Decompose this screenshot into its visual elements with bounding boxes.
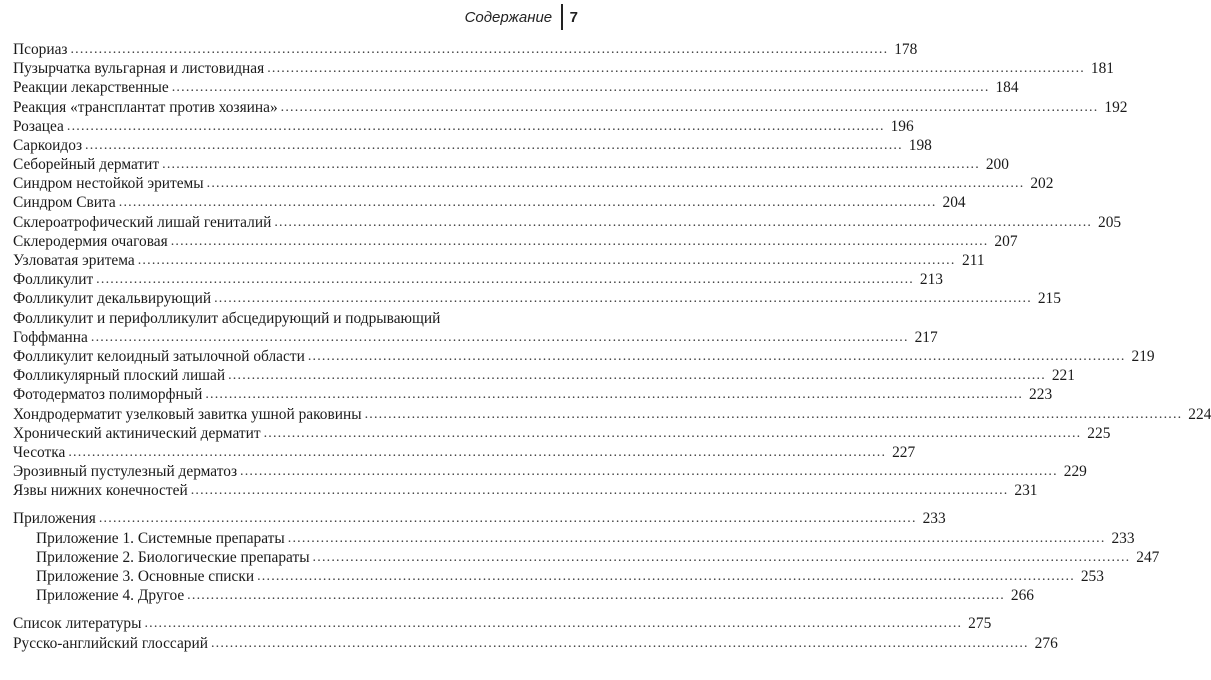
- dot-leader: ..............................................................................................................................................................................: [98, 511, 917, 527]
- toc-entry-title: Склероатрофический лишай гениталий: [13, 213, 272, 231]
- toc-entry-title: Фотодерматоз полиморфный: [13, 386, 203, 404]
- dot-leader: ..............................................................................................................................................................................: [190, 483, 1009, 499]
- section-gap: [13, 605, 569, 614]
- toc-entry[interactable]: [13, 40, 918, 59]
- toc-entry[interactable]: [13, 232, 1018, 251]
- toc-subentry[interactable]: [13, 548, 1160, 567]
- toc-entry-appendices[interactable]: [13, 510, 946, 529]
- toc-entry-page: 253: [1080, 568, 1104, 586]
- dot-leader: ..............................................................................................................................................................................: [187, 588, 1005, 604]
- dot-leader: ..............................................................................................................................................................................: [307, 348, 1126, 364]
- toc-entry-page: 192: [1104, 98, 1128, 116]
- toc-subentry-title: Приложение 4. Другое: [36, 587, 185, 605]
- toc-entry[interactable]: [13, 78, 1019, 97]
- toc-entry[interactable]: [13, 405, 1211, 424]
- dot-leader: ..............................................................................................................................................................................: [90, 329, 909, 345]
- toc-entry[interactable]: [13, 117, 914, 136]
- toc-entry-page: 231: [1014, 482, 1038, 500]
- toc-entry-page: 247: [1136, 548, 1160, 566]
- dot-leader: ..............................................................................................................................................................................: [210, 635, 1029, 651]
- toc-entry-page: 225: [1087, 424, 1111, 442]
- toc-entry-page: 227: [892, 443, 916, 461]
- toc-entry-page: 196: [890, 117, 914, 135]
- toc-entry-title-line2: Гоффманна: [13, 328, 88, 346]
- toc-entry-title: Фолликулит декальвирующий: [13, 290, 212, 308]
- dot-leader: ..............................................................................................................................................................................: [162, 157, 980, 173]
- dot-leader: ..............................................................................................................................................................................: [137, 253, 956, 269]
- dot-leader: ..............................................................................................................................................................................: [280, 99, 1099, 115]
- toc-entry-title: Чесотка: [13, 443, 66, 461]
- toc-subentry-title: Приложение 2. Биологические препараты: [36, 548, 310, 566]
- toc-entry-page: 181: [1090, 60, 1114, 78]
- dot-leader: ..............................................................................................................................................................................: [68, 444, 887, 460]
- dot-leader: ..............................................................................................................................................................................: [206, 176, 1025, 192]
- toc-entry-page: 275: [968, 615, 992, 633]
- toc-entry-title: Саркоидоз: [13, 136, 83, 154]
- toc-entry-page: 213: [919, 271, 943, 289]
- dot-leader: ..............................................................................................................................................................................: [70, 41, 889, 57]
- toc-entry-page: 219: [1131, 347, 1155, 365]
- dot-leader: ..............................................................................................................................................................................: [170, 233, 989, 249]
- toc-entry-page: 221: [1051, 367, 1075, 385]
- dot-leader: ..............................................................................................................................................................................: [214, 291, 1032, 307]
- toc-entry-page: 202: [1030, 175, 1054, 193]
- toc-entry-page: 178: [894, 40, 918, 58]
- toc-entry-title: Пузырчатка вульгарная и листовидная: [13, 60, 265, 78]
- toc-entry[interactable]: [13, 347, 1155, 366]
- dot-leader: ..............................................................................................................................................................................: [240, 464, 1058, 480]
- dot-leader: ..............................................................................................................................................................................: [85, 137, 903, 153]
- toc-entry[interactable]: [13, 213, 1122, 232]
- toc-entry[interactable]: [13, 424, 1111, 443]
- toc-entry[interactable]: [13, 136, 932, 155]
- toc-entry-title: Фолликулит: [13, 271, 94, 289]
- dot-leader: ..............................................................................................................................................................................: [96, 272, 914, 288]
- toc-entry[interactable]: [13, 98, 1128, 117]
- toc-entry-title: Язвы нижних конечностей: [13, 482, 188, 500]
- dot-leader: ..............................................................................................................................................................................: [267, 61, 1085, 77]
- toc-entry-page: 211: [962, 252, 985, 270]
- toc-entry-title: Розацеа: [13, 117, 64, 135]
- toc-entry-title: Хондродерматит узелковый завитка ушной раковины: [13, 405, 362, 423]
- toc-entry-page: 204: [942, 194, 966, 212]
- toc-subentry[interactable]: [13, 567, 1104, 586]
- toc-entry-page: 229: [1063, 463, 1087, 481]
- dot-leader: ..............................................................................................................................................................................: [118, 195, 937, 211]
- toc-entry[interactable]: [13, 194, 966, 213]
- dot-leader: ..............................................................................................................................................................................: [257, 569, 1075, 585]
- toc-entry-page: 224: [1188, 405, 1211, 423]
- toc-entry-title: Узловатая эритема: [13, 252, 135, 270]
- toc-subentry[interactable]: [13, 529, 1135, 548]
- toc-entry-title: Себорейный дерматит: [13, 156, 160, 174]
- toc-entry[interactable]: [13, 155, 1009, 174]
- toc-entry-title: Реакции лекарственные: [13, 79, 169, 97]
- toc-subentry[interactable]: [13, 586, 1034, 605]
- toc-entry-page: 233: [922, 510, 946, 528]
- toc-entry[interactable]: [13, 59, 1114, 78]
- dot-leader: ..............................................................................................................................................................................: [287, 530, 1106, 546]
- toc-entry[interactable]: [13, 385, 1053, 404]
- toc-entry-title: Приложения: [13, 510, 96, 528]
- dot-leader: ..............................................................................................................................................................................: [144, 616, 963, 632]
- toc-entry[interactable]: [13, 443, 916, 462]
- toc-entry-title: Список литературы: [13, 615, 142, 633]
- toc-entry-title-line1[interactable]: Фолликулит и перифолликулит абсцедирующий и подрывающий: [13, 309, 441, 327]
- toc-entry-page: 276: [1034, 634, 1058, 652]
- toc-entry-title: Фолликулит келоидный затылочной области: [13, 347, 305, 365]
- toc-entry-references[interactable]: [13, 614, 992, 633]
- toc-entry-page: 205: [1098, 213, 1122, 231]
- toc-entry-page: 217: [914, 328, 938, 346]
- page-number: 7: [569, 8, 578, 26]
- dot-leader: ..............................................................................................................................................................................: [312, 549, 1131, 565]
- toc-entry-page: 233: [1111, 529, 1135, 547]
- toc-entry[interactable]: [13, 174, 1054, 193]
- dot-leader: ..............................................................................................................................................................................: [263, 425, 1082, 441]
- toc-entry-page: 215: [1037, 290, 1061, 308]
- toc-entry-page: 200: [985, 156, 1009, 174]
- toc-entry-page: 223: [1029, 386, 1053, 404]
- toc-entry-page: 198: [908, 136, 932, 154]
- toc-entry-title: Эрозивный пустулезный дерматоз: [13, 463, 238, 481]
- toc-entry-title: Русско-английский глоссарий: [13, 634, 208, 652]
- dot-leader: ..............................................................................................................................................................................: [274, 214, 1093, 230]
- dot-leader: ..............................................................................................................................................................................: [228, 368, 1046, 384]
- toc-entry-title: Реакция «трансплантат против хозяина»: [13, 98, 278, 116]
- dot-leader: ..............................................................................................................................................................................: [205, 387, 1024, 403]
- header-divider: [561, 4, 563, 30]
- toc-entry[interactable]: [13, 481, 1038, 500]
- section-gap: [13, 501, 569, 510]
- dot-leader: ..............................................................................................................................................................................: [171, 80, 990, 96]
- toc-entry-title: Синдром Свита: [13, 194, 116, 212]
- toc-entry[interactable]: [13, 366, 1075, 385]
- toc-entry-title: Склеродермия очаговая: [13, 232, 168, 250]
- toc-entry-glossary[interactable]: [13, 634, 1058, 653]
- toc-entry-title: Хронический актинический дерматит: [13, 424, 261, 442]
- toc-entry-page: 207: [994, 232, 1018, 250]
- running-header-title: Содержание: [464, 8, 553, 26]
- table-of-contents: [13, 40, 1211, 653]
- toc-entry[interactable]: [13, 328, 938, 347]
- running-header: [465, 4, 578, 30]
- toc-subentry-title: Приложение 3. Основные списки: [36, 568, 255, 586]
- toc-entry[interactable]: [13, 270, 943, 289]
- toc-entry-page: 184: [995, 79, 1019, 97]
- toc-entry[interactable]: [13, 462, 1087, 481]
- toc-entry-title: Псориаз: [13, 40, 68, 58]
- toc-entry-page: 266: [1010, 587, 1034, 605]
- toc-entry-title: Синдром нестойкой эритемы: [13, 175, 204, 193]
- toc-subentry-title: Приложение 1. Системные препараты: [36, 529, 285, 547]
- dot-leader: ..............................................................................................................................................................................: [364, 406, 1183, 422]
- dot-leader: ..............................................................................................................................................................................: [66, 118, 885, 134]
- toc-entry[interactable]: [13, 289, 1061, 308]
- toc-entry-title: Фолликулярный плоский лишай: [13, 367, 226, 385]
- toc-entry[interactable]: [13, 251, 985, 270]
